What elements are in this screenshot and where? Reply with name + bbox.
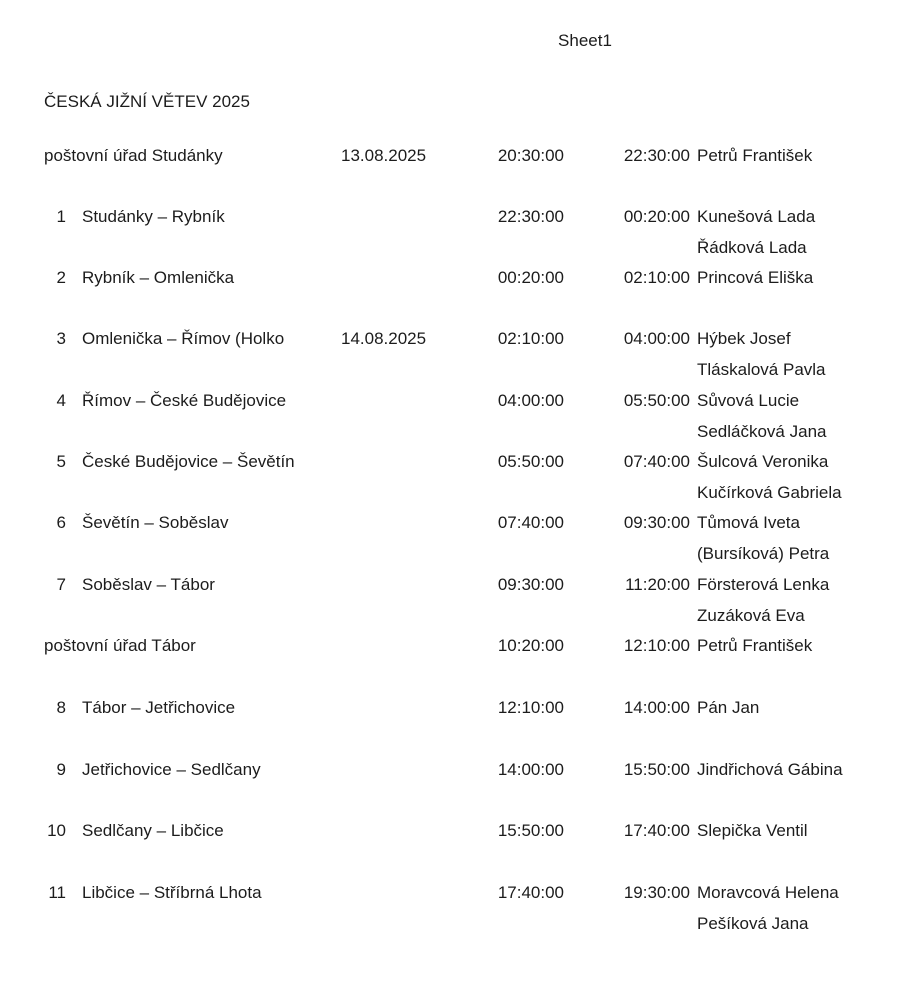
- people-cell: [697, 630, 812, 661]
- start-time: 14:00:00: [497, 760, 564, 779]
- row-number: 3: [56, 329, 66, 348]
- route-name: Omlenička – Římov (Holko: [82, 329, 285, 348]
- end-time: 02:10:00: [623, 268, 690, 287]
- document-title: ČESKÁ JIŽNÍ VĚTEV 2025: [44, 92, 250, 111]
- person-name: Pešíková Jana: [697, 914, 809, 933]
- end-time: 17:40:00: [623, 821, 690, 840]
- date-cell: 13.08.2025: [341, 146, 427, 165]
- people-cell: [697, 815, 808, 846]
- person-name: Tůmová Iveta: [697, 513, 800, 532]
- people-cell: [697, 262, 813, 293]
- people-cell: [697, 201, 815, 263]
- person-name: Moravcová Helena: [697, 883, 839, 902]
- table-row: [0, 569, 902, 631]
- person-name: Petrů František: [697, 146, 813, 165]
- person-name: Försterová Lenka: [697, 575, 830, 594]
- table-row: [0, 877, 902, 939]
- route-name: Rybník – Omlenička: [82, 268, 235, 287]
- row-number: 6: [56, 513, 66, 532]
- end-time: 19:30:00: [623, 883, 690, 902]
- route-name: Sedlčany – Libčice: [82, 821, 224, 840]
- sheet-title: Sheet1: [558, 31, 612, 50]
- end-time: 12:10:00: [623, 636, 690, 655]
- person-name: Sůvová Lucie: [697, 391, 800, 410]
- start-time: 17:40:00: [497, 883, 564, 902]
- start-time: 10:20:00: [497, 636, 564, 655]
- person-name: Kučírková Gabriela: [697, 483, 842, 502]
- post-office-label: poštovní úřad Studánky: [44, 146, 223, 165]
- end-time: 11:20:00: [625, 575, 690, 594]
- person-name: Řádková Lada: [697, 238, 807, 257]
- end-time: 09:30:00: [623, 513, 690, 532]
- start-time: 04:00:00: [497, 391, 564, 410]
- person-name: Princová Eliška: [697, 268, 814, 287]
- people-cell: [697, 446, 842, 508]
- people-cell: [697, 877, 839, 939]
- table-row: [0, 323, 902, 385]
- row-number: 9: [56, 760, 66, 779]
- people-cell: [697, 569, 829, 631]
- end-time: 00:20:00: [623, 207, 690, 226]
- route-name: Jetřichovice – Sedlčany: [82, 760, 261, 779]
- person-name: Jindřichová Gábina: [697, 760, 843, 779]
- row-number: 11: [48, 883, 66, 902]
- person-name: Zuzáková Eva: [697, 606, 805, 625]
- row-number: 4: [56, 391, 66, 410]
- row-number: 8: [56, 698, 66, 717]
- table-row: [0, 262, 902, 324]
- end-time: 04:00:00: [623, 329, 690, 348]
- row-number: 10: [47, 821, 66, 840]
- table-row: [0, 201, 902, 263]
- end-time: 22:30:00: [623, 146, 690, 165]
- start-time: 05:50:00: [497, 452, 564, 471]
- person-name: Sedláčková Jana: [697, 422, 827, 441]
- row-number: 1: [56, 207, 66, 226]
- start-time: 12:10:00: [497, 698, 564, 717]
- post-office-label: poštovní úřad Tábor: [44, 636, 196, 655]
- start-time: 02:10:00: [497, 329, 564, 348]
- table-row: [0, 754, 902, 816]
- table-row: [0, 507, 902, 569]
- table-row: [0, 385, 902, 447]
- route-name: Římov – České Budějovice: [82, 391, 287, 410]
- person-name: Petrů František: [697, 636, 813, 655]
- start-time: 07:40:00: [497, 513, 564, 532]
- people-cell: [697, 385, 826, 447]
- row-number: 2: [56, 268, 66, 287]
- route-name: Tábor – Jetřichovice: [82, 698, 236, 717]
- table-row: [0, 446, 902, 508]
- end-time: 15:50:00: [623, 760, 690, 779]
- people-cell: [697, 754, 843, 785]
- date-cell: 14.08.2025: [341, 329, 427, 348]
- table-row: [0, 140, 902, 202]
- people-cell: [697, 140, 812, 171]
- route-name: České Budějovice – Ševětín: [82, 452, 295, 471]
- people-cell: [697, 507, 829, 569]
- person-name: Hýbek Josef: [697, 329, 791, 348]
- person-name: Kunešová Lada: [697, 207, 816, 226]
- end-time: 14:00:00: [623, 698, 690, 717]
- table-row: [0, 630, 902, 692]
- people-cell: [697, 692, 759, 723]
- person-name: Šulcová Veronika: [697, 452, 829, 471]
- start-time: 09:30:00: [497, 575, 564, 594]
- start-time: 15:50:00: [497, 821, 564, 840]
- row-number: 7: [56, 575, 66, 594]
- route-name: Ševětín – Soběslav: [82, 513, 229, 532]
- route-name: Libčice – Stříbrná Lhota: [82, 883, 262, 902]
- table-row: [0, 692, 902, 754]
- start-time: 20:30:00: [497, 146, 564, 165]
- table-row: [0, 815, 902, 877]
- route-name: Studánky – Rybník: [82, 207, 225, 226]
- row-number: 5: [56, 452, 66, 471]
- start-time: 00:20:00: [497, 268, 564, 287]
- person-name: (Bursíková) Petra: [697, 544, 830, 563]
- start-time: 22:30:00: [497, 207, 564, 226]
- person-name: Tláskalová Pavla: [697, 360, 826, 379]
- person-name: Pán Jan: [697, 698, 760, 717]
- end-time: 05:50:00: [623, 391, 690, 410]
- person-name: Slepička Ventil: [697, 821, 808, 840]
- route-name: Soběslav – Tábor: [82, 575, 215, 594]
- end-time: 07:40:00: [623, 452, 690, 471]
- people-cell: [697, 323, 826, 385]
